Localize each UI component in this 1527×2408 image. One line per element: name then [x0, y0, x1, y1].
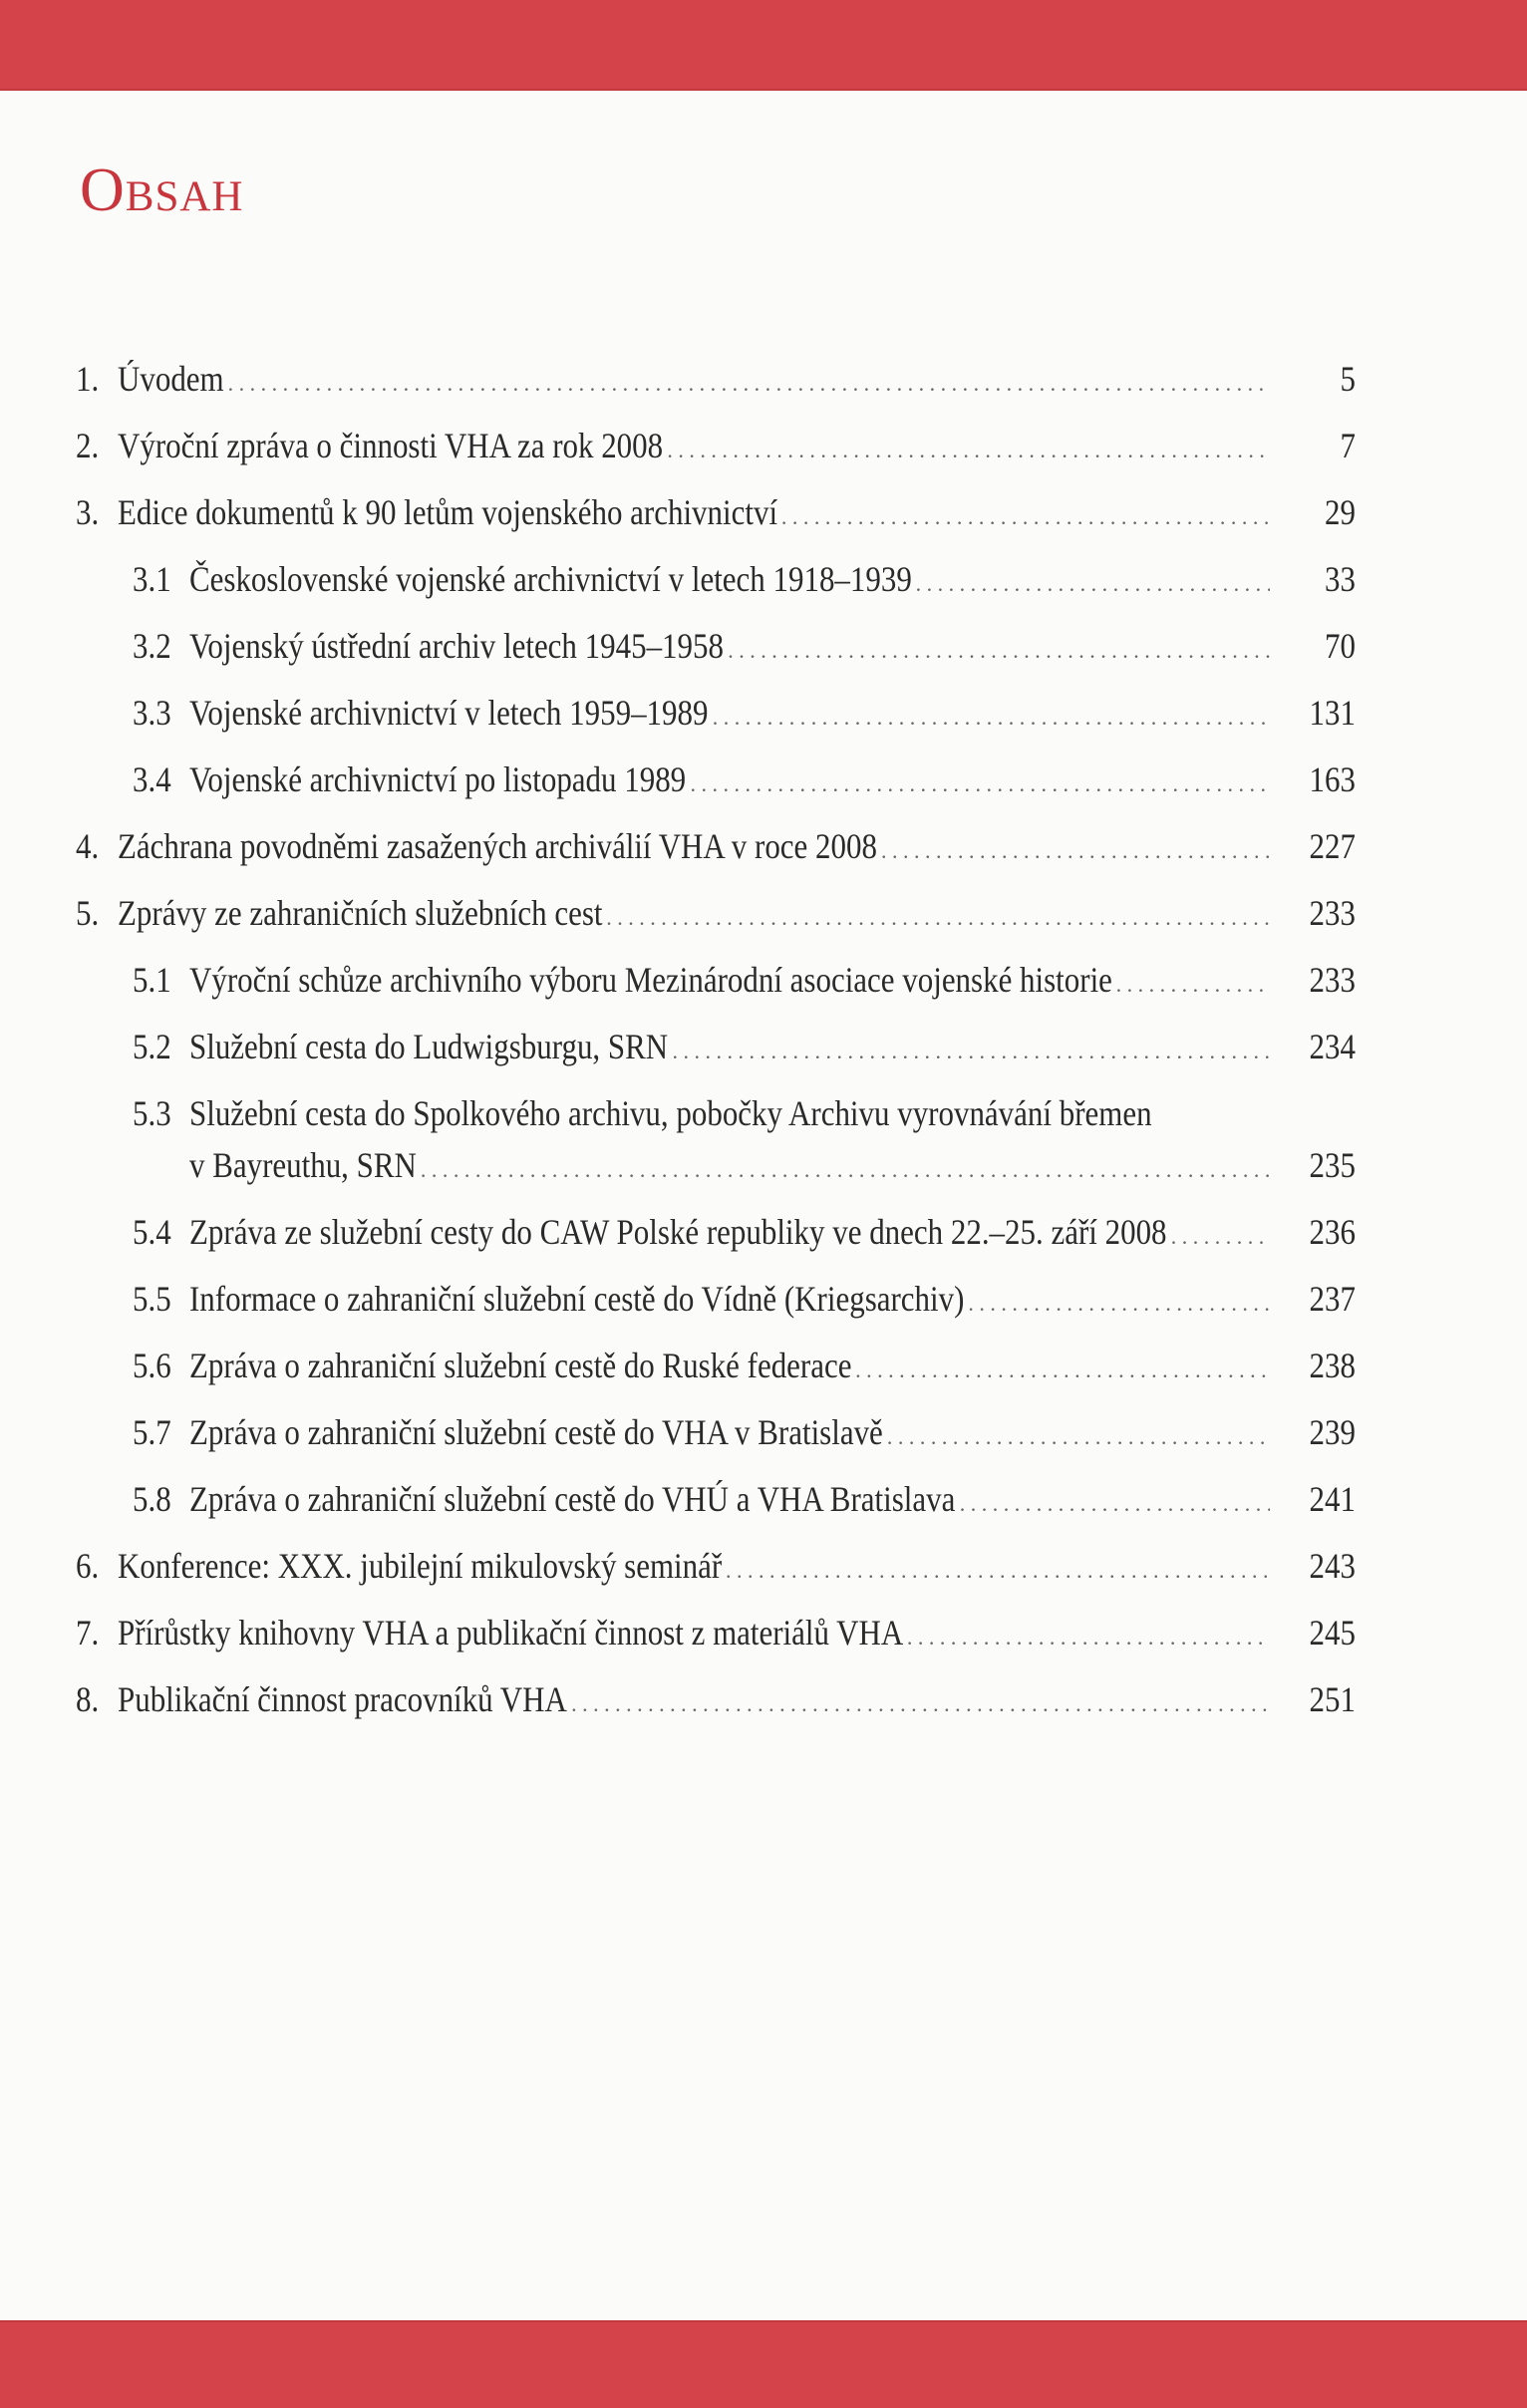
toc-entry[interactable]: [0, 421, 1527, 470]
dot-leader: [960, 1479, 1270, 1529]
page-title: [80, 156, 244, 224]
toc-entry-page: 238: [1309, 1346, 1356, 1385]
toc-entry[interactable]: [0, 1674, 1527, 1724]
toc-entry-label: Edice dokumentů k 90 letům vojenského archivnictví: [118, 492, 778, 532]
toc-entry-label: Přírůstky knihovny VHA a publikační činnost z materiálů VHA: [118, 1613, 904, 1653]
dot-leader: [726, 1546, 1270, 1596]
toc-subentry[interactable]: [0, 1341, 1527, 1390]
toc-entry-page: 251: [1309, 1679, 1356, 1719]
toc-entry-label: Zprávy ze zahraničních služebních cest: [118, 893, 603, 933]
toc-subentry[interactable]: [0, 1407, 1527, 1457]
toc-subentry[interactable]: [0, 621, 1527, 671]
toc-subentry[interactable]: [0, 1274, 1527, 1324]
toc-subentry[interactable]: [0, 688, 1527, 738]
toc-entry-label: Výroční zpráva o činnosti VHA za rok 2008: [118, 426, 664, 465]
toc-entry-page: 163: [1309, 759, 1356, 799]
toc-entry-label: Záchrana povodněmi zasažených archiválií VHA v roce 2008: [118, 826, 877, 866]
bottom-color-band: [0, 2320, 1527, 2408]
dot-leader: [690, 759, 1270, 809]
toc-entry-number: 3.3: [133, 693, 171, 733]
toc-entry-page: 239: [1309, 1412, 1356, 1452]
toc-entry-number: 3.4: [133, 759, 171, 799]
toc-entry-label: Zpráva o zahraniční služební cestě do VHÚ a VHA Bratislava: [189, 1479, 956, 1519]
toc-entry-label: v Bayreuthu, SRN: [189, 1145, 417, 1185]
toc-entry-number: 8.: [76, 1679, 100, 1719]
dot-leader: [916, 559, 1270, 609]
toc-entry-number: 5.5: [133, 1279, 171, 1319]
toc-subentry[interactable]: [0, 955, 1527, 1005]
toc-entry-number: 4.: [76, 826, 100, 866]
dot-leader: [228, 359, 1270, 409]
toc-entry-number: 5.2: [133, 1027, 171, 1066]
toc-entry-label: Československé vojenské archivnictví v letech 1918–1939: [189, 559, 912, 599]
toc-entry-page: 70: [1325, 626, 1356, 666]
toc-entry-number: 1.: [76, 359, 100, 399]
toc-entry-page: 233: [1309, 960, 1356, 1000]
toc-entry-page: 131: [1309, 693, 1356, 733]
toc-entry-number: 5.6: [133, 1346, 171, 1385]
toc-entry-label: Publikační činnost pracovníků VHA: [118, 1679, 567, 1719]
toc-entry-number: 7.: [76, 1613, 100, 1653]
toc-entry[interactable]: [0, 888, 1527, 938]
toc-entry-label: Výroční schůze archivního výboru Mezinárodní asociace vojenské historie: [189, 960, 1112, 1000]
toc-entry-label: Vojenské archivnictví v letech 1959–1989: [189, 693, 709, 733]
dot-leader: [881, 826, 1270, 876]
dot-leader: [606, 893, 1270, 943]
toc-entry-label: Vojenské archivnictví po listopadu 1989: [189, 759, 687, 799]
title-rest: bsah: [125, 156, 244, 224]
toc-entry-number: 5.4: [133, 1212, 171, 1252]
toc-entry-label: Zpráva o zahraniční služební cestě do Ruské federace: [189, 1346, 852, 1385]
toc-entry-page: 245: [1309, 1613, 1356, 1653]
toc-subentry[interactable]: [0, 1088, 1527, 1138]
dot-leader: [672, 1027, 1270, 1076]
dot-leader: [887, 1412, 1270, 1462]
toc-entry-page: 237: [1309, 1279, 1356, 1319]
toc-subentry-continuation[interactable]: [0, 1140, 1527, 1190]
dot-leader: [667, 426, 1270, 475]
toc-entry-number: 2.: [76, 426, 100, 465]
toc-entry-label: Konference: XXX. jubilejní mikulovský seminář: [118, 1546, 723, 1586]
toc-subentry[interactable]: [0, 754, 1527, 804]
toc-entry[interactable]: [0, 821, 1527, 871]
dot-leader: [728, 626, 1270, 676]
toc-entry-page: 29: [1325, 492, 1356, 532]
toc-entry-number: 5.7: [133, 1412, 171, 1452]
toc-entry-number: 5.1: [133, 960, 171, 1000]
toc-entry-label: Zpráva o zahraniční služební cestě do VHA v Bratislavě: [189, 1412, 883, 1452]
toc-entry-number: 3.1: [133, 559, 171, 599]
dot-leader: [1116, 960, 1270, 1010]
toc-entry-page: 227: [1309, 826, 1356, 866]
toc-entry[interactable]: [0, 354, 1527, 404]
toc-entry-page: 234: [1309, 1027, 1356, 1066]
toc-entry[interactable]: [0, 487, 1527, 537]
toc-entry-label: Úvodem: [118, 359, 224, 399]
dot-leader: [855, 1346, 1270, 1395]
toc-entry[interactable]: [0, 1541, 1527, 1591]
toc-entry-number: 5.3: [133, 1093, 171, 1133]
dot-leader: [907, 1613, 1270, 1662]
toc-subentry[interactable]: [0, 1207, 1527, 1257]
toc-entry-number: 5.8: [133, 1479, 171, 1519]
toc-entry-page: 33: [1325, 559, 1356, 599]
toc-entry-page: 7: [1340, 426, 1356, 465]
toc-entry-label: Služební cesta do Ludwigsburgu, SRN: [189, 1027, 669, 1066]
toc-entry-number: 3.: [76, 492, 100, 532]
toc-entry-page: 5: [1340, 359, 1356, 399]
dot-leader: [1171, 1212, 1270, 1262]
toc-entry-page: 235: [1309, 1145, 1356, 1185]
toc-entry-label-line1: Služební cesta do Spolkového archivu, pobočky Archivu vyrovnávání břemen: [189, 1093, 1152, 1133]
toc-entry-label: Zpráva ze služební cesty do CAW Polské republiky ve dnech 22.–25. září 2008: [189, 1212, 1167, 1252]
top-color-band: [0, 0, 1527, 91]
dot-leader: [968, 1279, 1270, 1329]
dot-leader: [421, 1145, 1270, 1195]
title-initial: O: [80, 156, 126, 224]
toc-entry-page: 236: [1309, 1212, 1356, 1252]
toc-entry-page: 241: [1309, 1479, 1356, 1519]
toc-subentry[interactable]: [0, 1022, 1527, 1071]
toc-subentry[interactable]: [0, 1474, 1527, 1524]
toc-entry-page: 243: [1309, 1546, 1356, 1586]
toc-entry-label: Informace o zahraniční služební cestě do Vídně (Kriegsarchiv): [189, 1279, 965, 1319]
toc-entry-number: 3.2: [133, 626, 171, 666]
dot-leader: [713, 693, 1270, 743]
dot-leader: [571, 1679, 1270, 1729]
toc-entry[interactable]: [0, 1608, 1527, 1657]
toc-entry-page: 233: [1309, 893, 1356, 933]
toc-entry-number: 5.: [76, 893, 100, 933]
toc-entry-label: Vojenský ústřední archiv letech 1945–1958: [189, 626, 724, 666]
toc-subentry[interactable]: [0, 554, 1527, 604]
dot-leader: [781, 492, 1270, 542]
toc-entry-number: 6.: [76, 1546, 100, 1586]
